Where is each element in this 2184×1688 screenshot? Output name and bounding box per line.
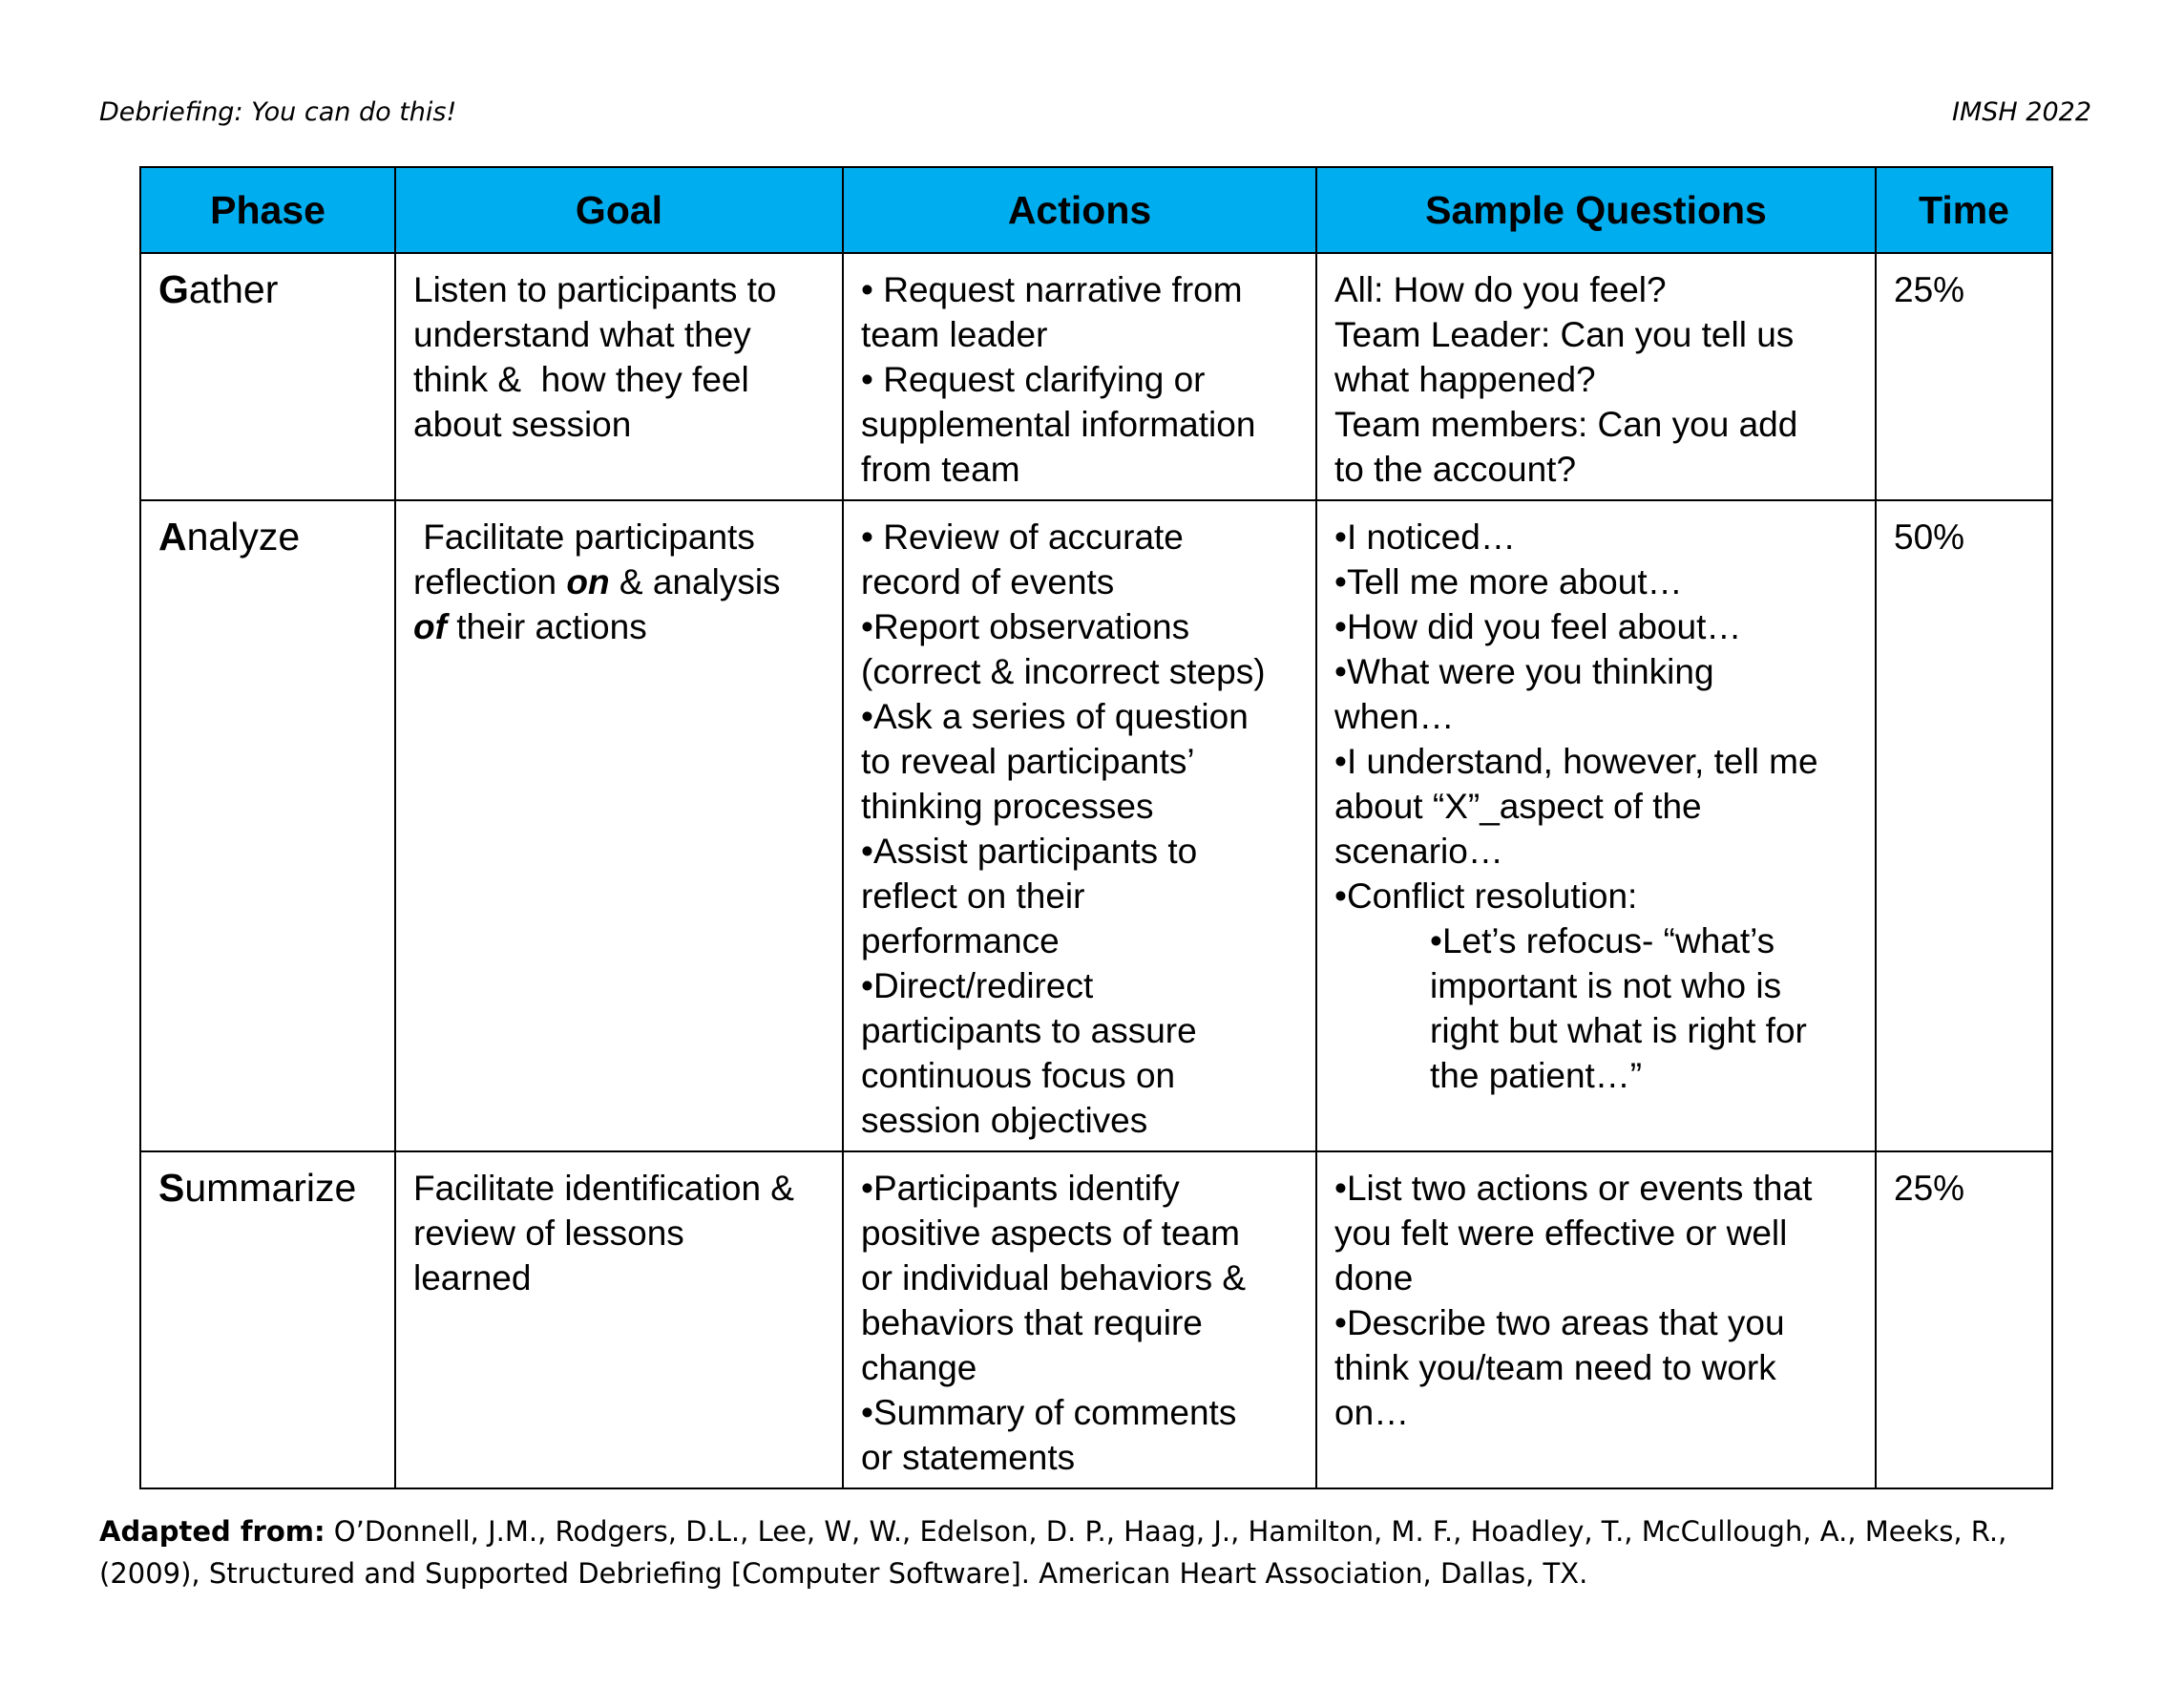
action-line: • Request clarifying or xyxy=(861,360,1206,399)
action-line: behaviors that require xyxy=(861,1303,1203,1342)
action-line: • Request narrative from xyxy=(861,270,1243,309)
question-line: •I understand, however, tell me xyxy=(1334,742,1818,781)
question-line: Team members: Can you add xyxy=(1334,405,1798,444)
phase-rest: nalyze xyxy=(186,515,301,559)
action-line: reflect on their xyxy=(861,876,1085,916)
goal-text: their actions xyxy=(446,607,647,646)
phase-initial: S xyxy=(158,1166,185,1210)
action-line: •Report observations xyxy=(861,607,1190,646)
question-line: •Tell me more about… xyxy=(1334,562,1683,601)
action-line: (correct & incorrect steps) xyxy=(861,652,1266,691)
question-line: when… xyxy=(1334,697,1455,736)
goal-text: & analysis xyxy=(609,562,781,601)
table-row-summarize xyxy=(140,1151,2052,1488)
goal-emphasis: of xyxy=(413,607,447,646)
phase-cell xyxy=(140,1151,395,1488)
question-line: •I noticed… xyxy=(1334,517,1516,557)
column-header-time: Time xyxy=(1876,167,2052,253)
action-line: •Participants identify xyxy=(861,1169,1180,1208)
questions-cell xyxy=(1316,500,1876,1151)
time-cell: 50% xyxy=(1876,500,2052,1151)
action-line: or individual behaviors & xyxy=(861,1258,1247,1298)
goal-cell xyxy=(395,500,843,1151)
question-line: •Conflict resolution: xyxy=(1334,876,1638,916)
action-line: thinking processes xyxy=(861,787,1154,826)
goal-line: think & how they feel xyxy=(413,360,749,399)
goal-cell xyxy=(395,253,843,500)
question-line: on… xyxy=(1334,1393,1410,1432)
goal-line xyxy=(413,604,825,649)
citation-label: Adapted from: xyxy=(99,1515,326,1548)
action-line: to reveal participants’ xyxy=(861,742,1195,781)
goal-line: learned xyxy=(413,1258,532,1298)
phase-cell xyxy=(140,500,395,1151)
question-line-indented: important is not who is xyxy=(1430,966,1782,1005)
goal-text: reflection xyxy=(413,562,567,601)
questions-cell xyxy=(1316,1151,1876,1488)
phase-rest: ather xyxy=(188,267,279,311)
action-line: supplemental information xyxy=(861,405,1256,444)
question-line: All: How do you feel? xyxy=(1334,270,1667,309)
table-row-analyze xyxy=(140,500,2052,1151)
action-line: or statements xyxy=(861,1438,1076,1477)
question-line: you felt were effective or well xyxy=(1334,1213,1788,1253)
question-line: •Describe two areas that you xyxy=(1334,1303,1785,1342)
question-line: •What were you thinking xyxy=(1334,652,1714,691)
action-line: • Review of accurate xyxy=(861,517,1184,557)
action-line: •Summary of comments xyxy=(861,1393,1237,1432)
question-line: to the account? xyxy=(1334,450,1577,489)
actions-cell xyxy=(843,1151,1316,1488)
question-line: scenario… xyxy=(1334,832,1503,871)
goal-line: understand what they xyxy=(413,315,751,354)
column-header-sample-questions: Sample Questions xyxy=(1316,167,1876,253)
question-line-indented: •Let’s refocus- “what’s xyxy=(1430,921,1775,960)
question-line: what happened? xyxy=(1334,360,1596,399)
action-line: positive aspects of team xyxy=(861,1213,1240,1253)
question-line-indented: the patient…” xyxy=(1430,1056,1643,1095)
question-line: done xyxy=(1334,1258,1414,1298)
action-line: performance xyxy=(861,921,1060,960)
time-cell: 25% xyxy=(1876,1151,2052,1488)
column-header-goal: Goal xyxy=(395,167,843,253)
action-line: •Assist participants to xyxy=(861,832,1198,871)
goal-line: review of lessons xyxy=(413,1213,684,1253)
question-line: •List two actions or events that xyxy=(1334,1169,1813,1208)
question-line: Team Leader: Can you tell us xyxy=(1334,315,1795,354)
action-line: •Ask a series of question xyxy=(861,697,1249,736)
action-line: •Direct/redirect xyxy=(861,966,1094,1005)
debriefing-table xyxy=(139,166,2053,1489)
citation-text: O’Donnell, J.M., Rodgers, D.L., Lee, W, W., Edelson, D. P., Haag, J., Hamilton, M. F., Hoadley, T., McCullough, A., Meeks, R., (2009), Structured and Supported Debriefing [Computer Software]. American Heart Association, Dallas, TX. xyxy=(99,1515,2007,1590)
table-row-gather xyxy=(140,253,2052,500)
question-line-indented: right but what is right for xyxy=(1430,1011,1807,1050)
phase-initial: G xyxy=(158,267,189,311)
phase-rest: ummarize xyxy=(184,1166,357,1210)
goal-cell xyxy=(395,1151,843,1488)
goal-line: Facilitate participants xyxy=(413,517,755,557)
action-line: team leader xyxy=(861,315,1048,354)
action-line: session objectives xyxy=(861,1101,1148,1140)
action-line: continuous focus on xyxy=(861,1056,1176,1095)
question-line: •How did you feel about… xyxy=(1334,607,1742,646)
goal-line: Facilitate identification & xyxy=(413,1169,794,1208)
table-header-row xyxy=(140,167,2052,253)
goal-line xyxy=(413,559,825,604)
actions-cell xyxy=(843,253,1316,500)
goal-line: about session xyxy=(413,405,632,444)
goal-emphasis: on xyxy=(566,562,610,601)
time-cell: 25% xyxy=(1876,253,2052,500)
column-header-phase: Phase xyxy=(140,167,395,253)
goal-line: Listen to participants to xyxy=(413,270,777,309)
phase-cell xyxy=(140,253,395,500)
header-event: IMSH 2022 xyxy=(1952,97,2091,127)
phase-initial: A xyxy=(158,515,187,559)
question-line: about “X”_aspect of the xyxy=(1334,787,1702,826)
action-line: change xyxy=(861,1348,977,1387)
action-line: participants to assure xyxy=(861,1011,1197,1050)
actions-cell xyxy=(843,500,1316,1151)
citation-footer xyxy=(99,1510,2113,1594)
action-line: from team xyxy=(861,450,1020,489)
questions-cell xyxy=(1316,253,1876,500)
question-line: think you/team need to work xyxy=(1334,1348,1776,1387)
action-line: record of events xyxy=(861,562,1115,601)
column-header-actions: Actions xyxy=(843,167,1316,253)
header-title: Debriefing: You can do this! xyxy=(99,97,457,127)
